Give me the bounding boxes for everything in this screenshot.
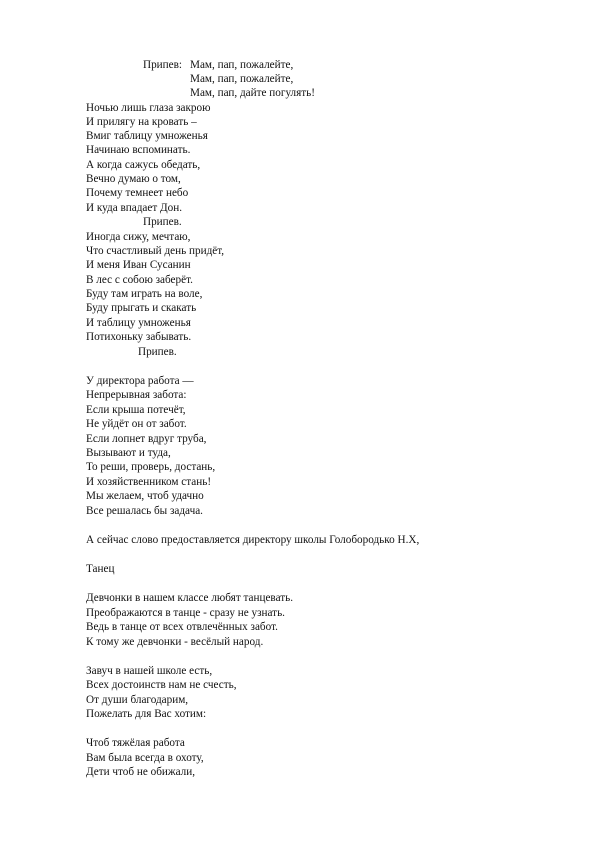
verse1-line: Вмиг таблицу умноженья [86, 130, 208, 142]
verse1-line: Вечно думаю о том, [86, 173, 181, 185]
verse3-line: Если лопнет вдруг труба, [86, 433, 207, 445]
verse4-line: Преображаются в танце - сразу не узнать. [86, 607, 285, 619]
verse3-line: Мы желаем, чтоб удачно [86, 490, 204, 502]
chorus-line-2: Мам, пап, пожалейте, [190, 73, 294, 85]
verse2-line: Буду прыгать и скакать [86, 302, 197, 314]
verse3-line: Непрерывная забота: [86, 389, 187, 401]
verse1-line: И куда впадает Дон. [86, 202, 183, 214]
verse4-line: Ведь в танце от всех отвлечённых забот. [86, 621, 278, 633]
verse6-line: Чтоб тяжёлая работа [86, 737, 185, 749]
verse2-line: Потихоньку забывать. [86, 331, 192, 343]
chorus-line-1: Мам, пап, пожалейте, [190, 59, 294, 71]
chorus-reference: Припев. [138, 346, 177, 358]
verse3-line: И хозяйственником стань! [86, 476, 212, 488]
verse6-line: Дети чтоб не обижали, [86, 766, 196, 778]
chorus-label: Припев: [143, 59, 183, 71]
verse2-line: В лес с собою заберёт. [86, 274, 193, 286]
chorus-reference: Припев. [143, 216, 182, 228]
verse1-line: Почему темнеет небо [86, 187, 189, 199]
verse1-line: И прилягу на кровать – [86, 116, 197, 128]
verse2-line: И меня Иван Сусанин [86, 259, 191, 271]
verse2-line: Буду там играть на воле, [86, 288, 203, 300]
verse4-line: Девчонки в нашем классе любят танцевать. [86, 592, 294, 604]
verse5-line: От души благодарим, [86, 694, 189, 706]
verse2-line: И таблицу умноженья [86, 317, 191, 329]
verse4-line: К тому же девчонки - весёлый народ. [86, 636, 264, 648]
verse3-line: У директора работа — [86, 375, 194, 387]
verse1-line: Ночью лишь глаза закрою [86, 102, 211, 114]
verse3-line: Если крыша потечёт, [86, 404, 186, 416]
director-announcement: А сейчас слово предоставляется директору школы Голобородько Н.Х, [86, 534, 420, 546]
verse1-line: А когда сажусь обедать, [86, 159, 201, 171]
verse2-line: Иногда сижу, мечтаю, [86, 231, 191, 243]
verse1-line: Начинаю вспоминать. [86, 144, 191, 156]
verse5-line: Всех достоинств нам не счесть, [86, 679, 237, 691]
chorus-line-3: Мам, пап, дайте погулять! [190, 87, 315, 99]
dance-heading: Танец [86, 563, 115, 575]
verse3-line: То реши, проверь, достань, [86, 461, 216, 473]
verse3-line: Вызывают и туда, [86, 447, 171, 459]
verse3-line: Все решалась бы задача. [86, 505, 203, 517]
verse6-line: Вам была всегда в охоту, [86, 752, 204, 764]
verse5-line: Пожелать для Вас хотим: [86, 708, 207, 720]
verse3-line: Не уйдёт он от забот. [86, 418, 187, 430]
verse2-line: Что счастливый день придёт, [86, 245, 225, 257]
verse5-line: Завуч в нашей школе есть, [86, 665, 213, 677]
